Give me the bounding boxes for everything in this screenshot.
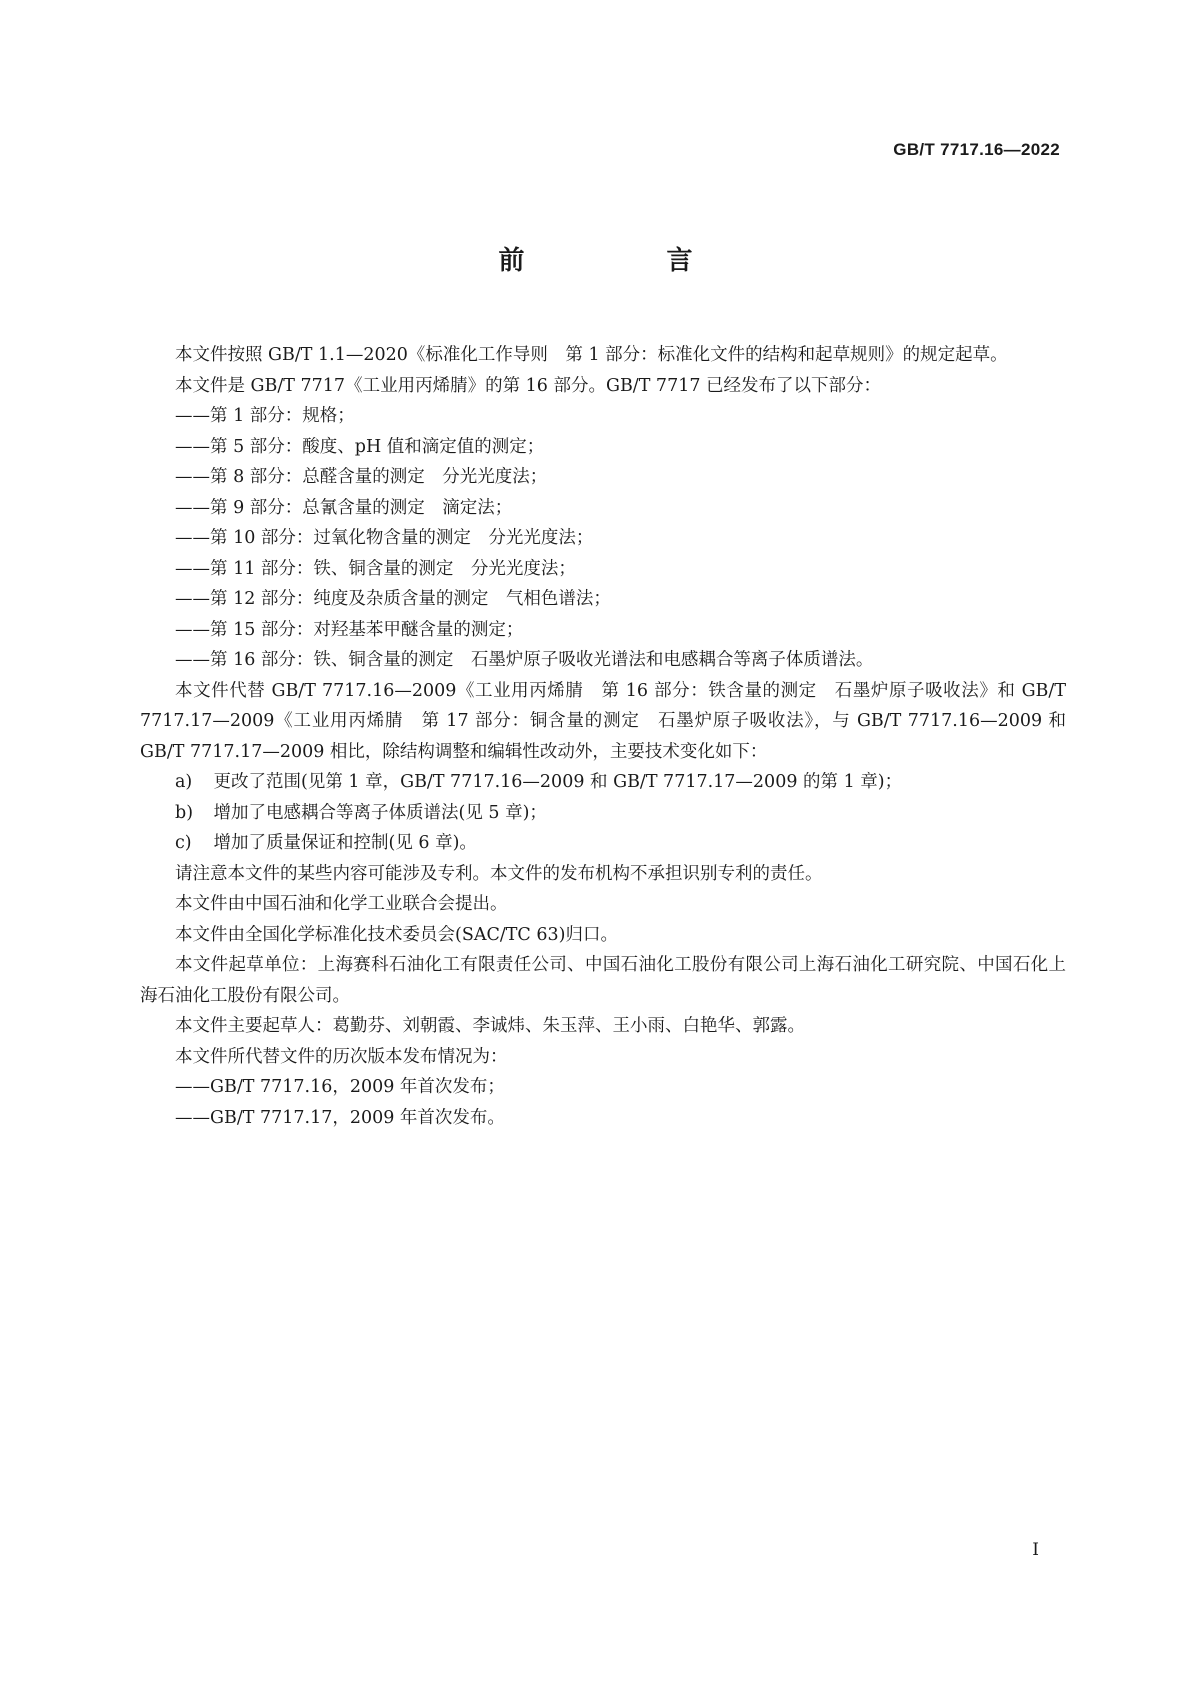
paragraph-drafters: 本文件主要起草人：葛勤芬、刘朝霞、李诚炜、朱玉萍、王小雨、白艳华、郭露。	[175, 1016, 805, 1036]
history-item: ——GB/T 7717.17，2009 年首次发布。	[175, 1107, 505, 1128]
list-item: ——第 5 部分：酸度、pH 值和滴定值的测定；	[175, 436, 545, 457]
list-item: ——第 1 部分：规格；	[175, 406, 355, 426]
paragraph-replacement: 本文件代替 GB/T 7717.16—2009《工业用丙烯腈 第 16 部分：铁含量的测定 石墨炉原子吸收法》和 GB/T 7717.17—2009《工业用丙烯腈 第 17 部分：铜含量的测定 石墨炉原子吸收法》，与 GB/T 7717.16—2009 和 GB/T 7717.17—2009 相比，除结构调整和编辑性改动外，主要技术变化如下：	[140, 680, 1066, 762]
change-item	[140, 798, 1066, 829]
paragraph-committee: 本文件由全国化学标准化技术委员会(SAC/TC 63)归口。	[175, 924, 618, 945]
list-item: ——第 12 部分：纯度及杂质含量的测定 气相色谱法；	[175, 589, 611, 609]
list-item: ——第 11 部分：铁、铜含量的测定 分光光度法；	[175, 558, 576, 579]
list-item: ——第 10 部分：过氧化物含量的测定 分光光度法；	[175, 528, 594, 548]
change-marker: b)	[175, 802, 194, 823]
change-marker: c)	[175, 833, 192, 853]
change-text: 更改了范围(见第 1 章，GB/T 7717.16—2009 和 GB/T 7717.17—2009 的第 1 章)；	[213, 772, 903, 792]
change-text: 增加了电感耦合等离子体质谱法(见 5 章)；	[213, 802, 547, 823]
paragraph-series-intro: 本文件是 GB/T 7717《工业用丙烯腈》的第 16 部分。GB/T 7717 已经发布了以下部分：	[175, 375, 882, 396]
list-item: ——第 8 部分：总醛含量的测定 分光光度法；	[175, 467, 548, 487]
paragraph-drafting-rules: 本文件按照 GB/T 1.1—2020《标准化工作导则 第 1 部分：标准化文件的结构和起草规则》的规定起草。	[175, 345, 1008, 365]
list-item: ——第 15 部分：对羟基苯甲醚含量的测定；	[175, 619, 524, 640]
paragraph-patent-notice: 请注意本文件的某些内容可能涉及专利。本文件的发布机构不承担识别专利的责任。	[175, 863, 823, 884]
paragraph-drafting-units: 本文件起草单位：上海赛科石油化工有限责任公司、中国石油化工股份有限公司上海石油化工研究院、中国石化上海石油化工股份有限公司。	[140, 955, 1066, 1006]
change-item	[140, 828, 1066, 859]
page-title: 前 言	[498, 246, 751, 276]
paragraph-history-intro: 本文件所代替文件的历次版本发布情况为：	[175, 1046, 508, 1067]
change-text: 增加了质量保证和控制(见 6 章)。	[213, 833, 477, 853]
change-item	[140, 767, 1066, 798]
list-item: ——第 9 部分：总氰含量的测定 滴定法；	[175, 497, 513, 518]
history-item: ——GB/T 7717.16，2009 年首次发布；	[175, 1077, 505, 1097]
list-item: ——第 16 部分：铁、铜含量的测定 石墨炉原子吸收光谱法和电感耦合等离子体质谱法。	[175, 650, 874, 670]
document-code: GB/T 7717.16—2022	[893, 140, 1060, 159]
page-number: I	[1032, 1540, 1039, 1560]
change-marker: a)	[175, 772, 193, 792]
foreword-content	[140, 340, 1066, 1133]
paragraph-proposer: 本文件由中国石油和化学工业联合会提出。	[175, 894, 508, 914]
